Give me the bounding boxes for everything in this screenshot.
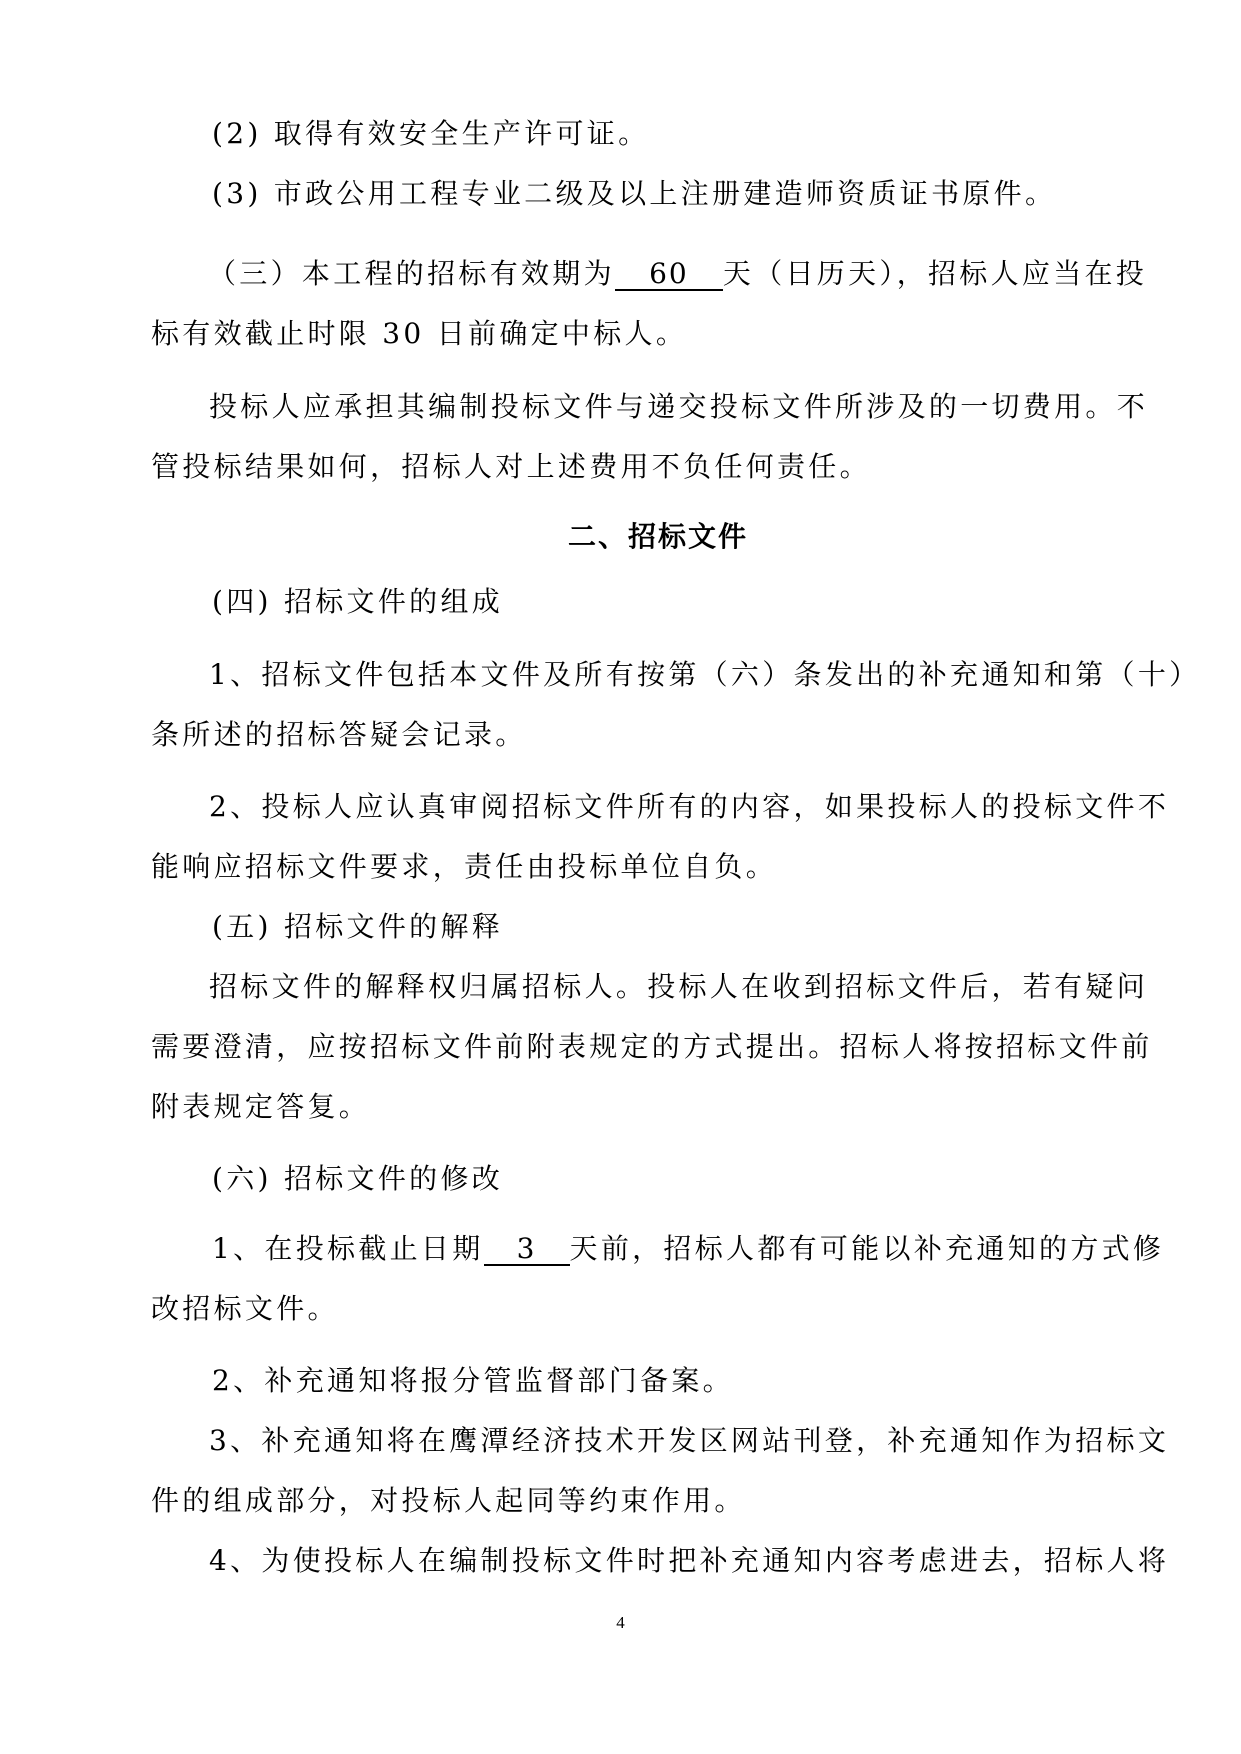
composition-item-2-line-2: 能响应招标文件要求，责任由投标单位自负。 xyxy=(151,850,778,883)
page-number: 4 xyxy=(616,1613,625,1632)
item-3-text: (3) 市政公用工程专业二级及以上注册建造师资质证书原件。 xyxy=(212,177,1057,210)
validity-prefix: （三）本工程的招标有效期为 xyxy=(208,257,615,290)
interpretation-title: (五) 招标文件的解释 xyxy=(212,910,504,943)
validity-suffix: 天（日历天），招标人应当在投 xyxy=(722,257,1148,290)
validity-line-2: 标有效截止时限 30 日前确定中标人。 xyxy=(151,317,688,350)
composition-item-1-line-1: 1、招标文件包括本文件及所有按第（六）条发出的补充通知和第（十） xyxy=(209,658,1201,691)
modification-days-blank: 3 xyxy=(484,1234,570,1266)
composition-title: (四) 招标文件的组成 xyxy=(212,585,504,618)
modification-item-1-line-2: 改招标文件。 xyxy=(151,1292,339,1325)
modification-item-4-line-1: 4、为使投标人在编制投标文件时把补充通知内容考虑进去，招标人将 xyxy=(209,1544,1170,1577)
modification-item-3-line-1: 3、补充通知将在鹰潭经济技术开发区网站刊登，补充通知作为招标文 xyxy=(209,1424,1170,1457)
validity-days-blank: 60 xyxy=(615,259,723,291)
composition-item-1-line-2: 条所述的招标答疑会记录。 xyxy=(151,718,527,751)
modification-item-3-line-2: 件的组成部分，对投标人起同等约束作用。 xyxy=(151,1484,746,1517)
modification-item-1-prefix: 1、在投标截止日期 xyxy=(212,1232,484,1265)
cost-line-2: 管投标结果如何，招标人对上述费用不负任何责任。 xyxy=(151,450,871,483)
section-title: 二、招标文件 xyxy=(568,520,749,553)
modification-title: (六) 招标文件的修改 xyxy=(212,1162,504,1195)
validity-line-1 xyxy=(208,257,1147,291)
modification-item-2: 2、补充通知将报分管监督部门备案。 xyxy=(212,1364,734,1397)
interpretation-line-2: 需要澄清，应按招标文件前附表规定的方式提出。招标人将按招标文件前 xyxy=(151,1030,1153,1063)
modification-item-1-line-1 xyxy=(212,1232,1164,1266)
interpretation-line-3: 附表规定答复。 xyxy=(151,1090,371,1123)
interpretation-line-1: 招标文件的解释权归属招标人。投标人在收到招标文件后，若有疑问 xyxy=(209,970,1149,1003)
cost-line-1: 投标人应承担其编制投标文件与递交投标文件所涉及的一切费用。不 xyxy=(209,390,1149,423)
item-2-text: (2) 取得有效安全生产许可证。 xyxy=(212,117,650,150)
modification-item-1-suffix: 天前，招标人都有可能以补充通知的方式修 xyxy=(569,1232,1165,1265)
composition-item-2-line-1: 2、投标人应认真审阅招标文件所有的内容，如果投标人的投标文件不 xyxy=(209,790,1170,823)
